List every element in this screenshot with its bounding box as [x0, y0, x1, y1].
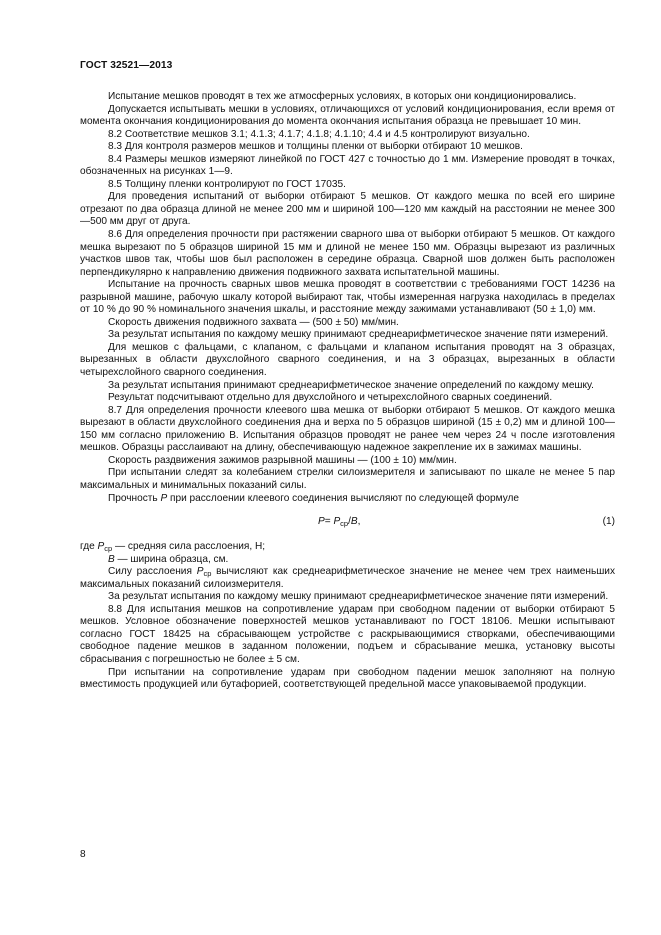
formula-variable: P [97, 541, 105, 553]
paragraph: При испытании на сопротивление ударам при свободном падении мешок заполняют на полную вместимость продукцией или бутафорией, соответствующей предельной массе упаковываемой продукции. [80, 666, 615, 691]
paragraph: Результат подсчитывают отдельно для двухслойного и четырехслойного сварных соединений. [108, 392, 553, 404]
paragraph: Для проведения испытаний от выборки отбирают 5 мешков. От каждого мешка по всей его ширине отрезают по два образца длиной не менее 200 мм и шириной 100—120 мм каждый на расстоянии не менее 300—500 мм друг от друга. [80, 191, 615, 228]
paragraph: 8.2 Соответствие мешков 3.1; 4.1.3; 4.1.7; 4.1.8; 4.1.10; 4.4 и 4.5 контролируют визуально. [108, 128, 530, 140]
paragraph: Испытание на прочность сварных швов мешка проводят в соответствии с требованиями ГОСТ 14236 на разрывной машине, рабочую шкалу которой выбирают так, чтобы измеренная нагрузка находилась в пределах от 10 % до 90 % номинального значения шкалы, и расстояние между зажимами устанавливают (50 ± 1,0) мм. [80, 279, 615, 316]
text-run: — средняя сила расслоения, Н; [112, 541, 266, 553]
paragraph: 8.6 Для определения прочности при растяжении сварного шва от выборки отбирают 5 мешков. От каждого мешка вырезают по 5 образцов шириной 15 мм и длиной не менее 150 мм. Образцы вырезают из различных участков швов так, чтобы шов был расположен в середине образца. Сварной шов должен быть расположен перпендикулярно к направлению движения подвижного захвата испытательной машины. [80, 229, 615, 278]
formula-variable: P [160, 492, 168, 504]
text-run: вычисляют как среднеарифметическое значение не менее чем трех наименьших максимальных показаний силоизмерителя. [80, 566, 615, 590]
paragraph: 8.7 Для определения прочности клеевого шва мешка от выборки отбирают 5 мешков. От каждого мешка вырезают в области двухслойного соединения дна и верха по 5 образцов шириной (15 ± 0,2) мм и длиной 100—150 мм согласно приложению В. Испытания образцов проводят не ранее чем через 24 ч после изготовления мешков. Образцы расслаивают на длину, обеспечивающую надежное закрепление их в зажимах машины. [80, 404, 615, 454]
page-number: 8 [80, 849, 86, 860]
formula-subscript: ср [340, 519, 349, 529]
formula-variable: B [350, 516, 358, 528]
body-text [80, 91, 615, 692]
formula-operator: / [348, 516, 351, 528]
paragraph: 8.8 Для испытания мешков на сопротивление ударам при свободном падении от выборки отбирают 5 мешков. Условное обозначение поверхностей мешков устанавливают по ГОСТ 18106. Мешки испытывают согласно ГОСТ 18425 на сбрасывающем устройстве с раскрывающимися створками, обеспечивающими свободное падение мешков в заданном положении, подъем и сбрасывание мешка, установку высоты сбрасывания с погрешностью не более ± 5 см. [80, 603, 615, 665]
formula-number: (1) [602, 516, 615, 528]
formula-variable: P [318, 516, 325, 528]
paragraph: За результат испытания по каждому мешку принимают среднеарифметическое значение пяти измерений. [108, 329, 609, 341]
formula-operator: = [324, 516, 334, 528]
paragraph: Для мешков с фальцами, с клапаном, с фальцами и клапаном испытания проводят на 3 образцах, вырезанных в области двухслойного сварного соединения, и на 3 образцах, вырезанных в области четырехслойного сварного соединения. [80, 341, 615, 379]
paragraph: 8.4 Размеры мешков измеряют линейкой по ГОСТ 427 с точностью до 1 мм. Измерение проводят в точках, обозначенных на рисунках 1—9. [80, 153, 615, 178]
paragraph [80, 566, 615, 591]
text-run: — ширина образца, см. [114, 553, 229, 565]
paragraph: Допускается испытывать мешки в условиях, отличающихся от условий кондиционирования, если время от момента окончания кондиционирования до момента окончания испытания образца не превышает 10 мин. [80, 103, 615, 128]
paragraph: При испытании следят за колебанием стрелки силоизмерителя и записывают по шкале не менее 5 пар максимальных и минимальных показаний силы. [80, 467, 615, 491]
paragraph: За результат испытания по каждому мешку принимают среднеарифметическое значение пяти измерений. [108, 591, 609, 603]
formula-expression [318, 516, 360, 529]
paragraph: Скорость движения подвижного захвата — (500 ± 50) мм/мин. [108, 316, 399, 328]
formula-block [80, 510, 615, 535]
text-run: где [80, 541, 98, 553]
formula-punctuation: , [357, 516, 361, 528]
formula-variable: P [333, 516, 341, 528]
formula-subscript: ср [203, 569, 212, 579]
text-run: Прочность [108, 492, 161, 504]
where-line [80, 541, 615, 554]
paragraph: 8.3 Для контроля размеров мешков и толщины пленки от выборки отбирают 10 мешков. [108, 141, 523, 153]
paragraph: 8.5 Толщину пленки контролируют по ГОСТ 17035. [108, 178, 346, 190]
paragraph [80, 493, 615, 506]
text-run: при расслоении клеевого соединения вычисляют по следующей формуле [167, 492, 520, 504]
paragraph: Испытание мешков проводят в тех же атмосферных условиях, в которых они кондиционировались. [108, 91, 577, 102]
where-line [80, 554, 615, 567]
paragraph: За результат испытания принимают среднеарифметическое значение определений по каждому мешку. [108, 379, 594, 391]
standard-header: ГОСТ 32521—2013 [80, 60, 173, 71]
formula-subscript: ср [104, 544, 113, 554]
formula-variable: B [108, 553, 115, 565]
paragraph: Скорость раздвижения зажимов разрывной машины — (100 ± 10) мм/мин. [108, 454, 457, 466]
text-run: Силу расслоения P [108, 566, 204, 578]
